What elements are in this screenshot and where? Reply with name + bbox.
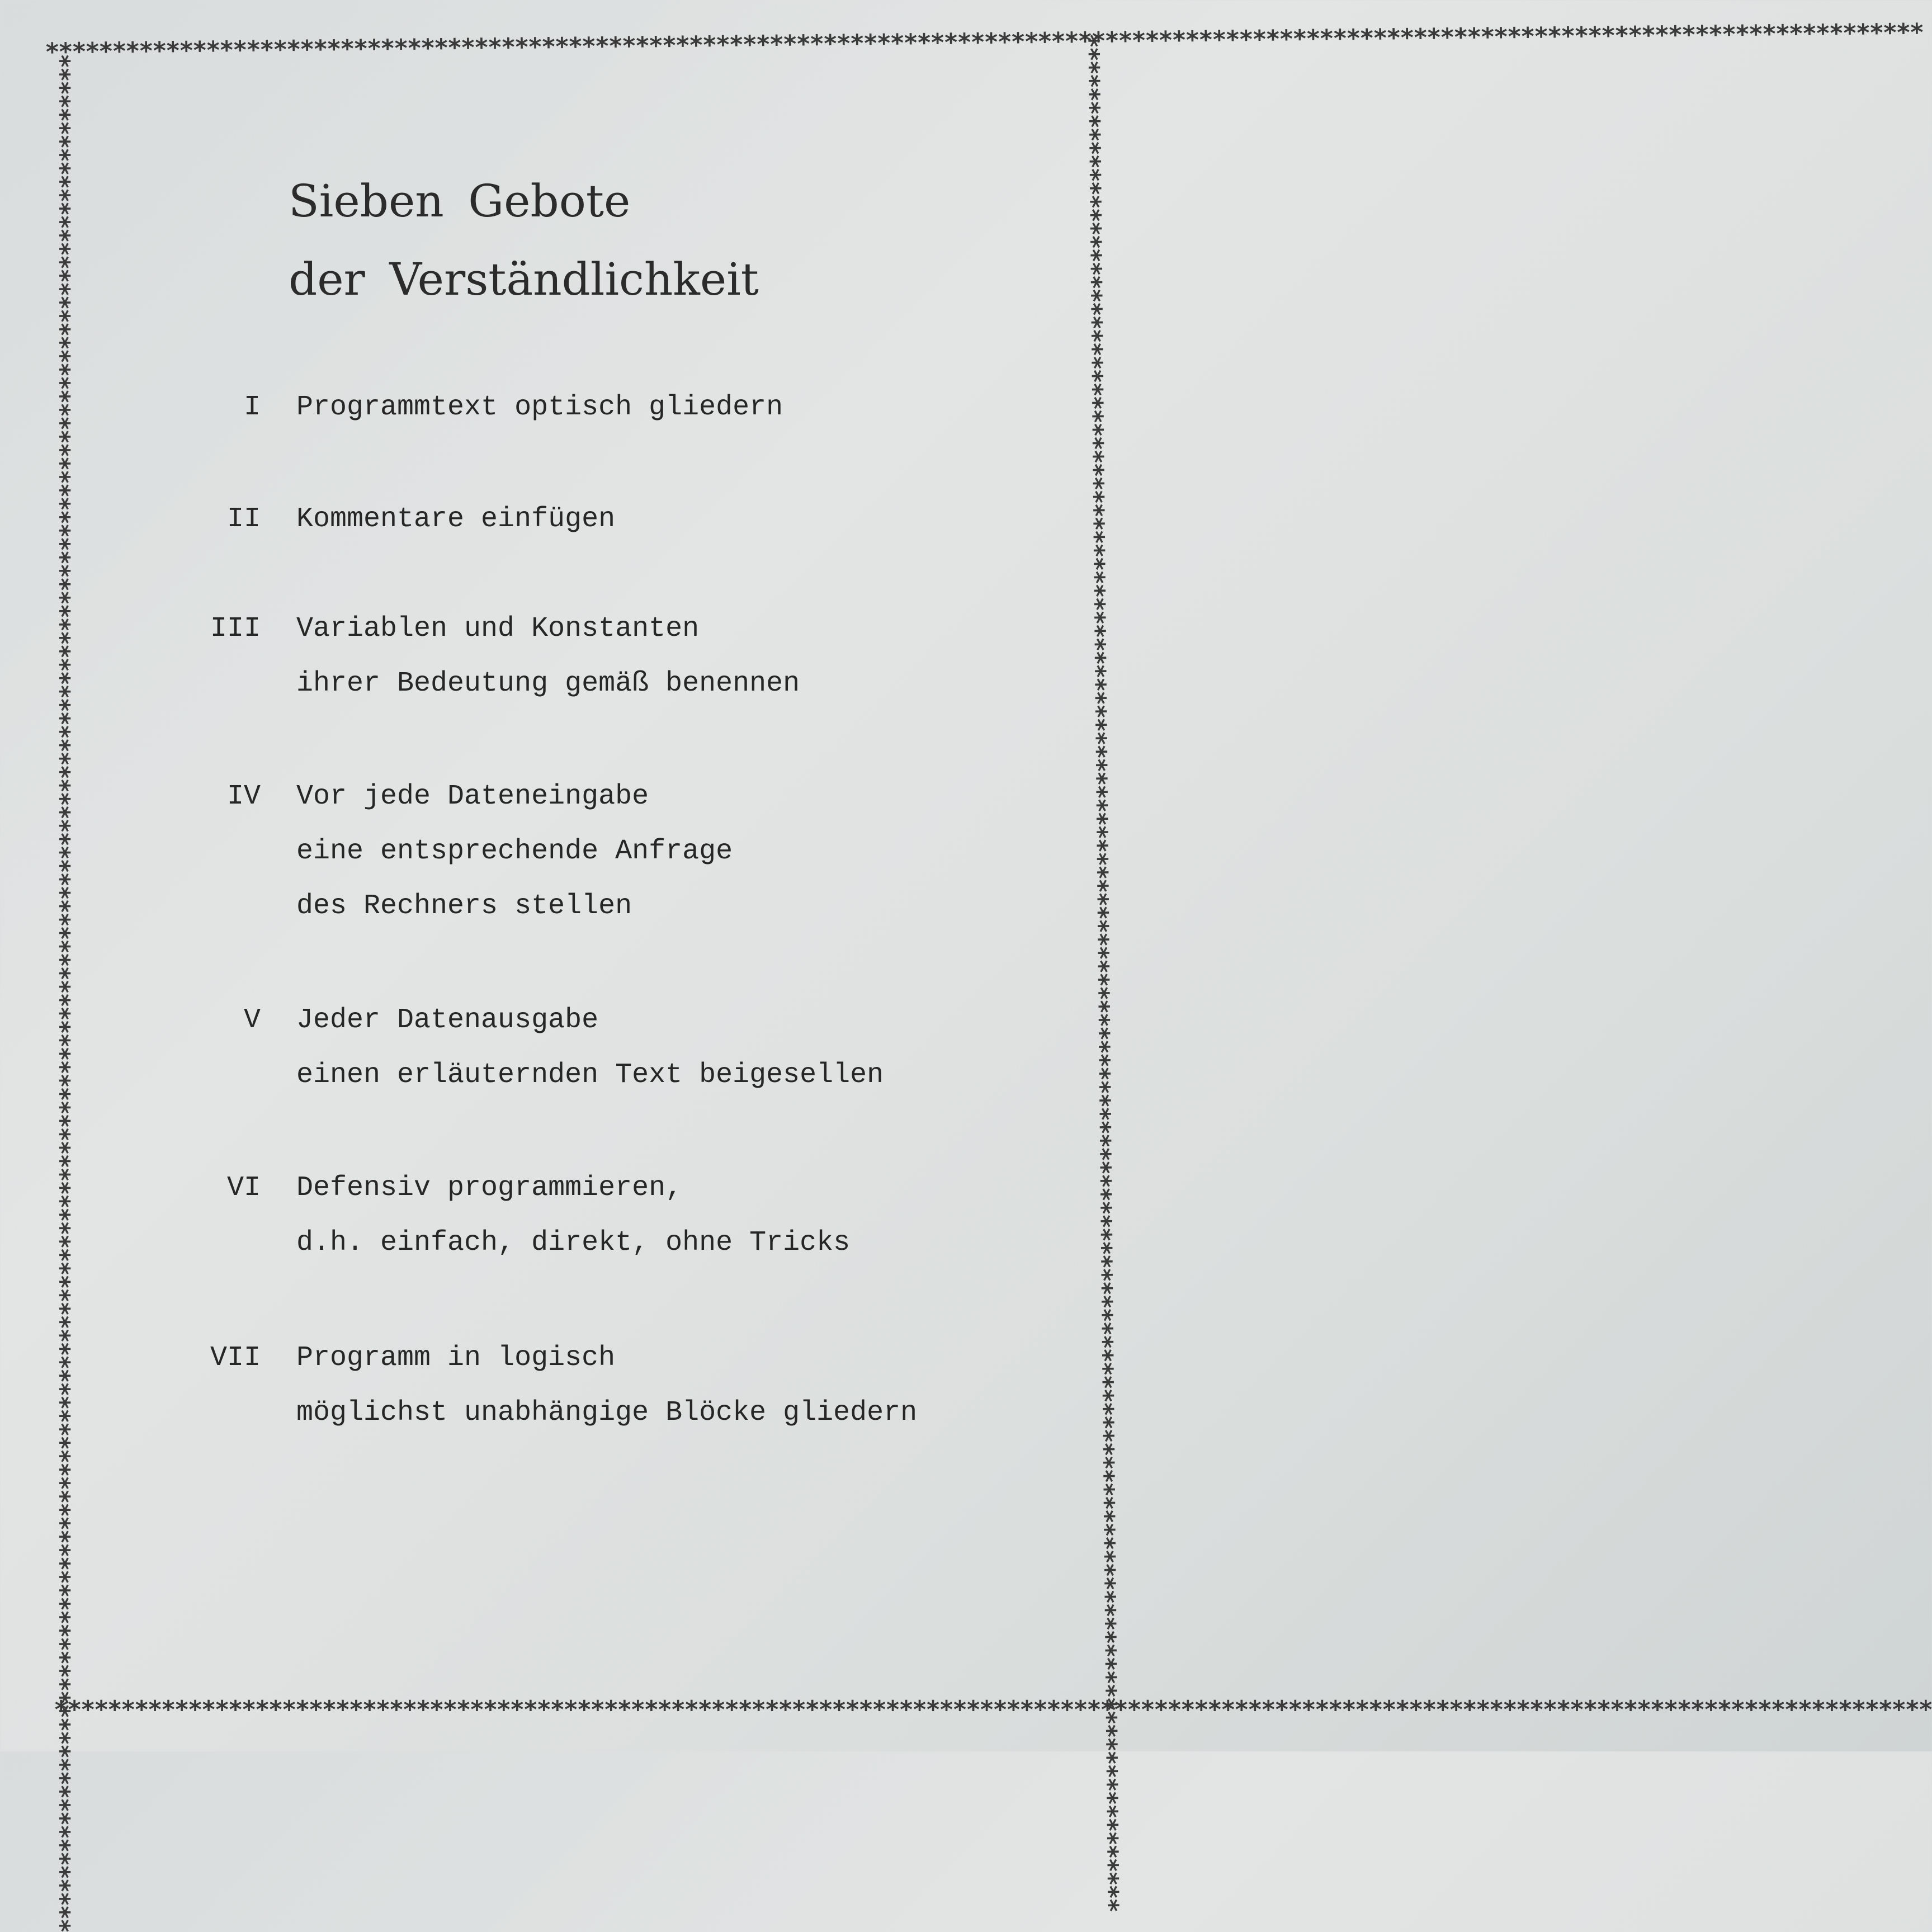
rule-text: [296, 769, 733, 934]
rule-line: möglichst unabhängige Blöcke gliedern: [296, 1397, 918, 1429]
title-line-2: der Verständlichkeit: [289, 253, 759, 305]
rule-line: Programm in logisch: [296, 1342, 616, 1374]
asterisk-border-right: ********************************************************************************************************************************************: [1075, 33, 1124, 1912]
rule-numeral: VI: [226, 1172, 261, 1204]
rule-text: [296, 602, 800, 711]
title-line-1: Sieben Gebote: [289, 175, 631, 227]
rule-line: des Rechners stellen: [296, 890, 632, 922]
asterisk-border-bottom: ********************************************************************************************************************************************: [54, 1695, 1932, 1724]
rule-line: Variablen und Konstanten: [296, 613, 700, 645]
rule-text: [296, 1161, 850, 1270]
rule-text: [296, 993, 884, 1103]
page-title: [289, 162, 759, 319]
rule-numeral: VII: [210, 1342, 261, 1374]
rule-line: Kommentare einfügen: [296, 503, 616, 535]
rule-text: [296, 1331, 917, 1440]
rule-line: Vor jede Dateneingabe: [296, 781, 649, 813]
rule-numeral: II: [226, 503, 261, 535]
rule-text: [296, 380, 783, 435]
rule-numeral: I: [243, 391, 261, 423]
rule-numeral: V: [243, 1004, 261, 1036]
asterisk-border-top: ********************************************************************************************************************************************: [44, 18, 1923, 67]
rule-text: [296, 492, 615, 547]
rule-numeral: III: [210, 613, 261, 645]
rule-line: Defensiv programmieren,: [296, 1172, 683, 1204]
rule-line: eine entsprechende Anfrage: [296, 835, 733, 867]
rule-line: ihrer Bedeutung gemäß benennen: [296, 668, 800, 700]
asterisk-border-left: ********************************************************************************************************************************************: [46, 54, 75, 1932]
rule-line: Programmtext optisch gliedern: [296, 391, 783, 423]
rule-line: Jeder Datenausgabe: [296, 1004, 599, 1036]
rule-line: einen erläuternden Text beigesellen: [296, 1059, 884, 1091]
rule-numeral: IV: [226, 781, 261, 813]
rule-line: d.h. einfach, direkt, ohne Tricks: [296, 1227, 851, 1259]
